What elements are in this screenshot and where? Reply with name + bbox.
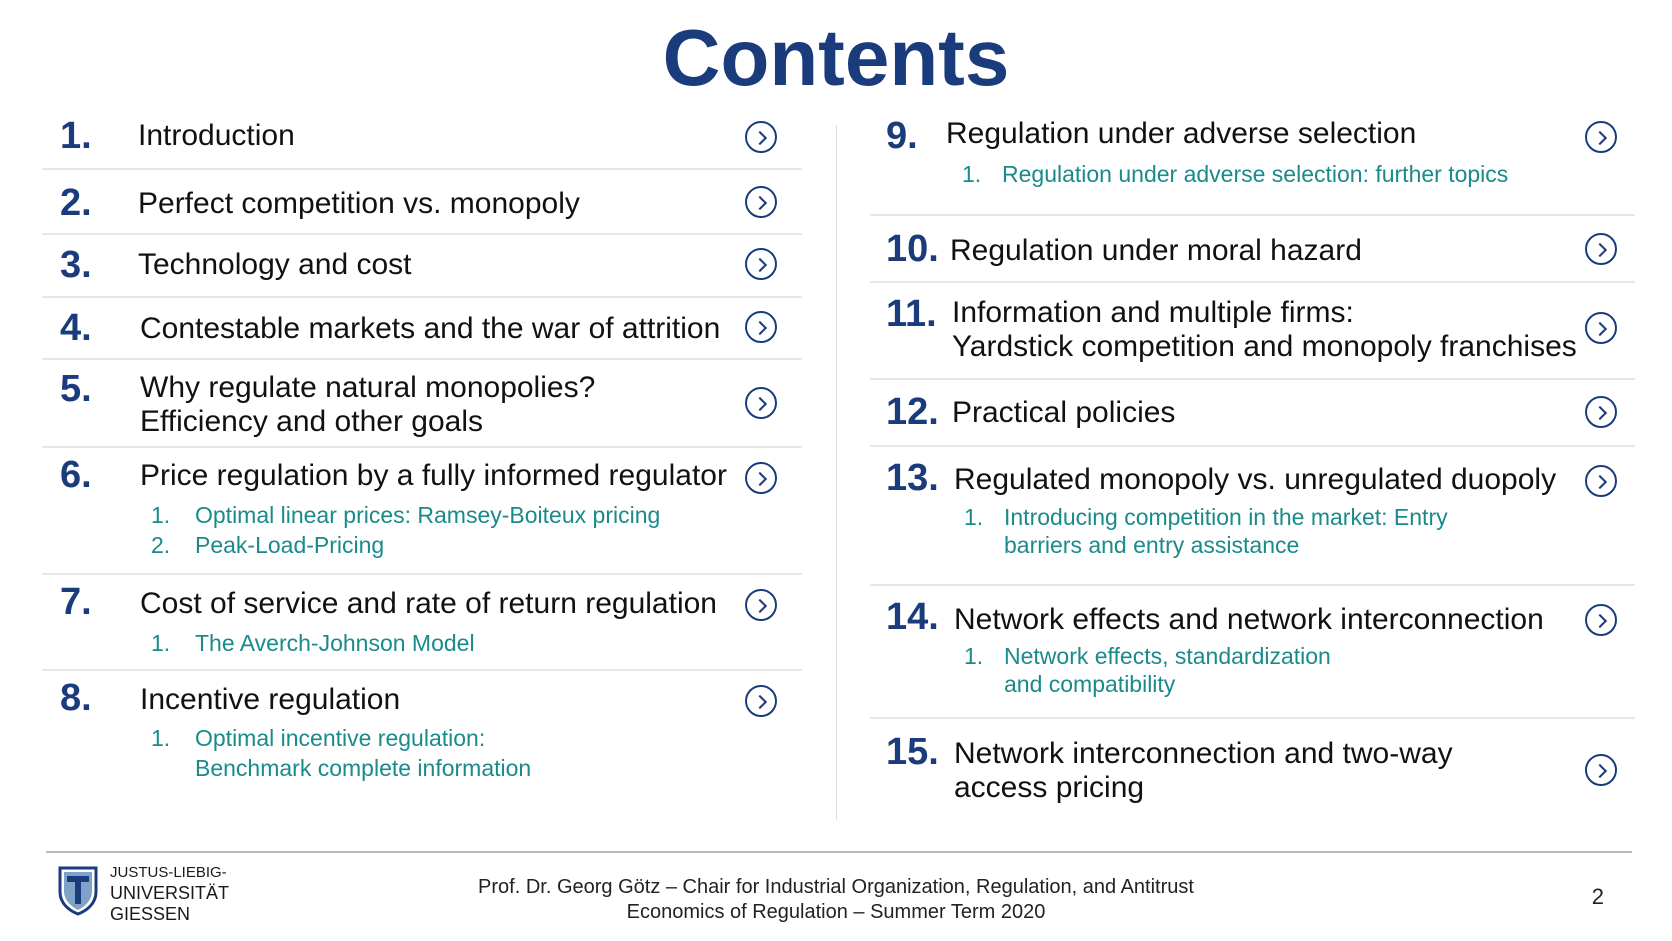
item-label: Cost of service and rate of return regulation bbox=[140, 587, 717, 620]
item-label: Incentive regulation bbox=[140, 683, 401, 716]
toc-item-3[interactable] bbox=[42, 235, 802, 298]
chevron-right-circle-icon[interactable] bbox=[745, 121, 777, 153]
item-number: 3. bbox=[60, 244, 92, 286]
item-number: 5. bbox=[60, 368, 92, 410]
chevron-right-circle-icon[interactable] bbox=[1585, 465, 1617, 497]
sub-item-label-line1: Network effects, standardization bbox=[1004, 643, 1331, 669]
university-name-line2: UNIVERSITÄT bbox=[110, 883, 230, 903]
sub-item-number: 1. bbox=[151, 630, 171, 656]
university-name-line3: GIESSEN bbox=[110, 904, 191, 924]
item-label: Practical policies bbox=[952, 396, 1176, 429]
page-title: Contents bbox=[662, 13, 1010, 102]
item-number: 6. bbox=[60, 454, 92, 496]
toc-item-7[interactable] bbox=[42, 575, 802, 671]
chevron-right-circle-icon[interactable] bbox=[745, 589, 777, 621]
sub-item-number: 1. bbox=[151, 502, 171, 528]
chevron-right-circle-icon[interactable] bbox=[745, 462, 777, 494]
chevron-right-circle-icon[interactable] bbox=[1585, 121, 1617, 153]
item-number: 8. bbox=[60, 677, 92, 719]
item-number: 13. bbox=[886, 457, 939, 499]
item-number: 10. bbox=[886, 228, 939, 270]
item-number: 12. bbox=[886, 391, 939, 433]
toc-item-15[interactable] bbox=[870, 719, 1635, 819]
footer-course: Economics of Regulation – Summer Term 2020 bbox=[626, 901, 1046, 923]
item-number: 2. bbox=[60, 182, 92, 224]
toc-item-8[interactable] bbox=[42, 671, 802, 791]
item-label: Regulation under adverse selection bbox=[946, 117, 1417, 150]
toc-item-14[interactable] bbox=[870, 586, 1635, 719]
item-label-line1: Information and multiple firms: bbox=[952, 296, 1354, 329]
item-number: 15. bbox=[886, 731, 939, 773]
sub-item-label-line2: barriers and entry assistance bbox=[1004, 532, 1300, 558]
toc-item-2[interactable] bbox=[42, 170, 802, 235]
toc-item-5[interactable] bbox=[42, 360, 802, 448]
item-label-line2: Yardstick competition and monopoly franchises bbox=[952, 330, 1577, 363]
sub-item-number: 1. bbox=[962, 161, 982, 187]
chevron-right-circle-icon[interactable] bbox=[745, 248, 777, 280]
item-label-line1: Why regulate natural monopolies? bbox=[140, 371, 596, 404]
chevron-right-circle-icon[interactable] bbox=[1585, 233, 1617, 265]
toc-item-1[interactable] bbox=[42, 115, 802, 170]
sub-item[interactable] bbox=[151, 628, 711, 658]
sub-item[interactable] bbox=[964, 641, 1604, 701]
toc-item-11[interactable] bbox=[870, 283, 1635, 380]
chevron-right-circle-icon[interactable] bbox=[745, 685, 777, 717]
sub-item-label-line1: Optimal incentive regulation: bbox=[195, 725, 486, 751]
sub-item-label: Regulation under adverse selection: further topics bbox=[1002, 161, 1509, 187]
item-label-line2: access pricing bbox=[954, 771, 1145, 804]
item-number: 14. bbox=[886, 596, 939, 638]
sub-item-number: 2. bbox=[151, 532, 171, 558]
sub-item[interactable] bbox=[964, 502, 1604, 562]
item-label-line1: Network interconnection and two-way bbox=[954, 737, 1453, 770]
footer-divider bbox=[46, 851, 1632, 853]
chevron-right-circle-icon[interactable] bbox=[745, 311, 777, 343]
contents-right-column bbox=[870, 115, 1635, 819]
chevron-right-circle-icon[interactable] bbox=[1585, 396, 1617, 428]
column-divider bbox=[836, 125, 837, 820]
item-label: Contestable markets and the war of attrition bbox=[140, 312, 721, 345]
chevron-right-circle-icon[interactable] bbox=[1585, 312, 1617, 344]
sub-item-label: The Averch-Johnson Model bbox=[195, 630, 475, 656]
sub-item-label-line1: Introducing competition in the market: Entry bbox=[1004, 504, 1448, 530]
item-number: 4. bbox=[60, 307, 92, 349]
university-name-line1: JUSTUS-LIEBIG- bbox=[110, 864, 227, 881]
sub-item-label-line2: and compatibility bbox=[1004, 671, 1176, 697]
footer-author: Prof. Dr. Georg Götz – Chair for Industrial Organization, Regulation, and Antitrust bbox=[478, 876, 1194, 898]
toc-item-6[interactable] bbox=[42, 448, 802, 575]
toc-item-4[interactable] bbox=[42, 298, 802, 360]
contents-left-column bbox=[42, 115, 802, 791]
item-label: Network effects and network interconnection bbox=[954, 603, 1544, 636]
item-label: Regulated monopoly vs. unregulated duopoly bbox=[954, 463, 1557, 496]
sub-item-label: Optimal linear prices: Ramsey-Boiteux pricing bbox=[195, 502, 661, 528]
item-label: Technology and cost bbox=[138, 248, 412, 281]
chevron-right-circle-icon[interactable] bbox=[1585, 604, 1617, 636]
item-label: Regulation under moral hazard bbox=[950, 234, 1362, 267]
item-number: 1. bbox=[60, 115, 92, 157]
sub-item-number: 1. bbox=[151, 725, 171, 751]
item-number: 9. bbox=[886, 115, 918, 157]
sub-item-number: 1. bbox=[964, 504, 984, 530]
sub-item[interactable] bbox=[151, 723, 711, 783]
item-label: Perfect competition vs. monopoly bbox=[138, 187, 580, 220]
item-label-line2: Efficiency and other goals bbox=[140, 405, 483, 438]
toc-item-9[interactable] bbox=[870, 115, 1635, 216]
sub-item[interactable] bbox=[151, 530, 711, 560]
item-label: Introduction bbox=[138, 119, 295, 152]
item-number: 7. bbox=[60, 581, 92, 623]
toc-item-13[interactable] bbox=[870, 447, 1635, 586]
chevron-right-circle-icon[interactable] bbox=[1585, 754, 1617, 786]
chevron-right-circle-icon[interactable] bbox=[745, 186, 777, 218]
sub-item-number: 1. bbox=[964, 643, 984, 669]
sub-item-label-line2: Benchmark complete information bbox=[195, 755, 532, 781]
toc-item-12[interactable] bbox=[870, 380, 1635, 447]
sub-item-label: Peak-Load-Pricing bbox=[195, 532, 385, 558]
item-label: Price regulation by a fully informed regulator bbox=[140, 459, 727, 492]
page-number: 2 bbox=[1591, 884, 1604, 909]
chevron-right-circle-icon[interactable] bbox=[745, 387, 777, 419]
sub-item[interactable] bbox=[962, 159, 1602, 189]
sub-item[interactable] bbox=[151, 500, 711, 530]
item-number: 11. bbox=[886, 293, 937, 335]
toc-item-10[interactable] bbox=[870, 216, 1635, 283]
